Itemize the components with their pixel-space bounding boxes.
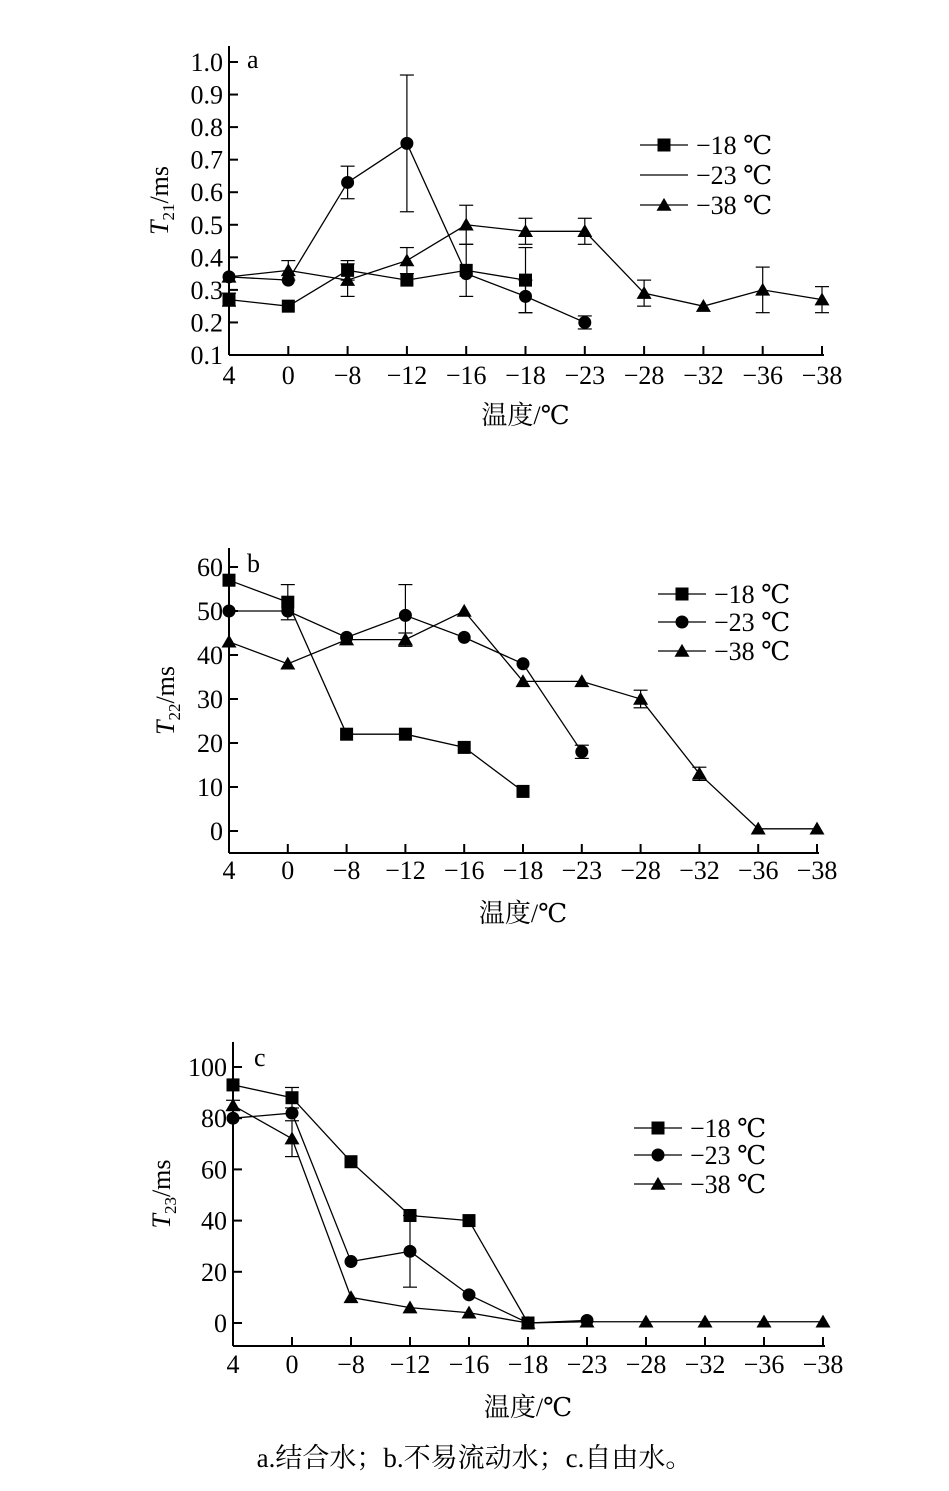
x-tick-label: 0	[281, 361, 295, 390]
x-axis-label: 温度/℃	[478, 899, 568, 928]
x-tick-label: −12	[385, 856, 426, 885]
panel-c	[147, 1042, 843, 1422]
legend-entry	[658, 637, 790, 666]
x-tick-label: −28	[623, 361, 665, 390]
panel-a	[145, 45, 842, 430]
x-tick-label: −38	[801, 361, 843, 390]
x-tick-label: −8	[332, 856, 361, 885]
y-tick-label: 0.8	[190, 113, 223, 143]
y-tick-label: 0.2	[190, 308, 223, 338]
data-point	[457, 604, 472, 617]
series-circle	[227, 1107, 594, 1330]
data-point	[286, 1107, 299, 1120]
x-tick-label: 0	[281, 856, 295, 885]
x-tick-label: −18	[502, 856, 544, 885]
y-tick-label: 60	[197, 553, 223, 582]
data-point	[227, 1078, 240, 1091]
data-point	[698, 1315, 713, 1328]
data-point	[400, 137, 413, 150]
y-axis-label	[151, 666, 184, 735]
y-tick-label: 0.9	[190, 80, 223, 110]
data-point	[344, 1290, 359, 1303]
data-point	[574, 674, 589, 687]
panel-letter: b	[247, 549, 260, 578]
x-axis-label: 温度/℃	[481, 401, 570, 430]
legend-label: −18 ℃	[714, 580, 791, 609]
panel-letter: c	[254, 1043, 266, 1072]
series-line	[233, 1085, 528, 1323]
data-point	[340, 728, 353, 741]
x-tick-label: −16	[445, 361, 487, 390]
data-point	[458, 741, 471, 754]
x-tick-label: −36	[743, 1350, 785, 1379]
x-tick-label: −8	[337, 1350, 365, 1379]
x-tick-label: −23	[564, 361, 606, 390]
data-point	[399, 728, 412, 741]
y-tick-label: 20	[201, 1257, 227, 1287]
x-tick-label: −12	[386, 361, 428, 390]
data-point	[578, 316, 591, 329]
legend-marker	[651, 1177, 666, 1190]
y-tick-label: 0.7	[190, 145, 223, 175]
x-tick-label: −18	[505, 361, 546, 390]
data-point	[460, 267, 473, 280]
y-tick-label: 0.1	[190, 341, 223, 370]
x-axis-label: 温度/℃	[483, 1393, 573, 1422]
x-tick-label: 0	[285, 1350, 299, 1379]
legend-entry	[634, 1170, 766, 1199]
y-tick-label: 0.3	[190, 275, 223, 305]
legend-marker	[658, 139, 671, 152]
x-tick-label: −38	[802, 1350, 844, 1379]
panel-letter: a	[247, 45, 259, 74]
legend-label: −18 ℃	[696, 131, 773, 160]
data-point	[639, 1315, 654, 1328]
x-tick-label: 4	[222, 856, 236, 885]
legend-label: −38 ℃	[696, 191, 773, 220]
data-point	[755, 283, 770, 296]
y-axis-label-unit: /ms	[145, 165, 174, 204]
y-tick-label: 80	[201, 1104, 227, 1134]
data-point	[517, 785, 530, 798]
series-square	[227, 1078, 535, 1329]
y-tick-label: 0	[214, 1309, 227, 1338]
y-tick-label: 50	[197, 597, 223, 626]
data-point	[458, 631, 471, 644]
data-point	[345, 1255, 358, 1268]
x-tick-label: −36	[737, 856, 779, 885]
data-point	[345, 1155, 358, 1168]
y-tick-label: 40	[197, 641, 223, 670]
series-circle	[223, 75, 592, 329]
y-axis-label-unit: /ms	[151, 665, 180, 704]
data-point	[459, 218, 474, 231]
data-point	[692, 767, 707, 780]
data-point	[222, 635, 237, 648]
x-tick-label: −32	[683, 361, 724, 390]
data-point	[223, 574, 236, 587]
data-point	[463, 1288, 476, 1301]
x-tick-label: 4	[222, 361, 236, 390]
y-axis-label-main: T	[147, 1214, 176, 1229]
x-tick-label: −28	[620, 856, 661, 885]
data-point	[399, 253, 414, 266]
figure-caption: a.结合水；b.不易流动水；c.自由水。	[256, 1443, 693, 1473]
x-tick-label: −8	[333, 361, 362, 390]
legend-marker	[676, 588, 689, 601]
legend-label: −38 ℃	[714, 637, 791, 666]
data-point	[519, 290, 532, 303]
data-point	[757, 1315, 772, 1328]
y-tick-label: 0	[210, 817, 223, 846]
y-tick-label: 20	[197, 729, 223, 758]
data-point	[282, 300, 295, 313]
data-point	[404, 1245, 417, 1258]
x-tick-label: −23	[566, 1350, 608, 1379]
y-tick-label: 40	[201, 1206, 227, 1236]
x-tick-label: −16	[448, 1350, 490, 1379]
data-point	[400, 274, 413, 287]
y-axis-label	[147, 1159, 180, 1228]
data-point	[281, 605, 294, 618]
data-point	[341, 176, 354, 189]
data-point	[577, 224, 592, 237]
y-axis-label	[145, 166, 178, 235]
data-point	[463, 1214, 476, 1227]
x-tick-label: −16	[443, 856, 485, 885]
data-point	[227, 1112, 240, 1125]
data-point	[398, 632, 413, 645]
y-tick-label: 30	[197, 685, 223, 714]
legend-label: −38 ℃	[690, 1170, 767, 1199]
y-axis-label-main: T	[151, 720, 180, 736]
y-axis-label-main: T	[145, 220, 174, 236]
data-point	[633, 692, 648, 705]
data-point	[516, 674, 531, 687]
legend-entry	[658, 580, 790, 609]
legend-label: −23 ℃	[696, 161, 773, 190]
series-line	[229, 580, 523, 791]
x-tick-label: −18	[507, 1350, 549, 1379]
series-line	[229, 270, 526, 306]
legend-label: −23 ℃	[690, 1141, 767, 1170]
legend-entry	[658, 608, 790, 637]
legend-label: −23 ℃	[714, 608, 791, 637]
data-point	[223, 605, 236, 618]
legend-marker	[657, 198, 672, 211]
data-point	[810, 822, 825, 835]
legend-marker	[675, 644, 690, 657]
y-axis-label-unit: /ms	[147, 1159, 176, 1198]
x-tick-label: −36	[742, 361, 784, 390]
x-tick-label: −23	[561, 856, 603, 885]
data-point	[286, 1091, 299, 1104]
y-tick-label: 1.0	[190, 48, 223, 77]
legend-entry	[640, 161, 772, 190]
y-tick-label: 0.4	[190, 243, 223, 273]
x-tick-label: −32	[684, 1350, 726, 1379]
data-point	[285, 1132, 300, 1145]
y-axis-label-sub: 22	[165, 703, 184, 721]
x-tick-label: −12	[389, 1350, 431, 1379]
x-tick-label: −28	[625, 1350, 667, 1379]
series-square	[223, 574, 530, 798]
y-tick-label: 60	[201, 1155, 227, 1185]
x-tick-label: 4	[226, 1350, 240, 1379]
panel-b	[151, 548, 837, 928]
data-point	[223, 293, 236, 306]
x-tick-label: −32	[679, 856, 720, 885]
data-point	[575, 745, 588, 758]
legend-marker	[652, 1149, 665, 1162]
data-point	[816, 1315, 831, 1328]
data-point	[280, 657, 295, 670]
y-tick-label: 0.5	[190, 210, 223, 240]
legend-marker	[652, 1122, 665, 1135]
legend-entry	[640, 191, 772, 220]
legend-label: −18 ℃	[690, 1114, 767, 1143]
legend-entry	[640, 131, 772, 160]
data-point	[517, 657, 530, 670]
y-axis-label-sub: 23	[161, 1197, 180, 1215]
y-axis-label-sub: 21	[159, 203, 178, 221]
y-tick-label: 0.6	[190, 178, 223, 208]
y-tick-label: 10	[197, 773, 223, 802]
y-tick-label: 100	[188, 1053, 227, 1082]
data-point	[399, 609, 412, 622]
x-tick-label: −38	[796, 856, 838, 885]
legend-marker	[676, 616, 689, 629]
legend-entry	[634, 1114, 766, 1143]
legend-entry	[634, 1141, 766, 1170]
data-point	[281, 263, 296, 276]
